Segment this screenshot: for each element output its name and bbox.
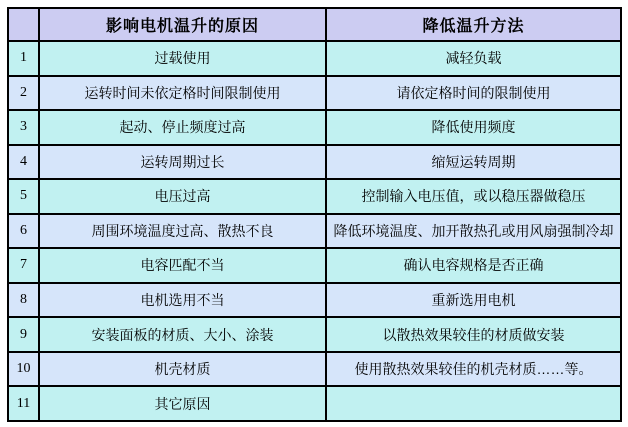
row-number: 8 bbox=[8, 283, 39, 318]
table-row bbox=[8, 317, 621, 352]
cause-cell: 电容匹配不当 bbox=[39, 248, 326, 283]
row-number: 10 bbox=[8, 352, 39, 387]
row-number: 4 bbox=[8, 145, 39, 180]
cause-cell: 电机选用不当 bbox=[39, 283, 326, 318]
table-row bbox=[8, 283, 621, 318]
method-cell: 降低使用频度 bbox=[326, 110, 621, 145]
method-cell: 确认电容规格是否正确 bbox=[326, 248, 621, 283]
row-number: 7 bbox=[8, 248, 39, 283]
table-row bbox=[8, 76, 621, 111]
table-row bbox=[8, 110, 621, 145]
method-cell: 以散热效果较佳的材质做安装 bbox=[326, 317, 621, 352]
table-header-row bbox=[8, 8, 621, 41]
table-row bbox=[8, 179, 621, 214]
cause-column-header: 影响电机温升的原因 bbox=[39, 8, 326, 41]
table-row bbox=[8, 386, 621, 421]
row-number: 3 bbox=[8, 110, 39, 145]
row-number: 9 bbox=[8, 317, 39, 352]
troubleshooting-table-container bbox=[7, 7, 622, 422]
method-cell: 使用散热效果较佳的机壳材质……等。 bbox=[326, 352, 621, 387]
method-cell: 请依定格时间的限制使用 bbox=[326, 76, 621, 111]
motor-temp-rise-table bbox=[7, 7, 622, 422]
row-number: 2 bbox=[8, 76, 39, 111]
method-column-header: 降低温升方法 bbox=[326, 8, 621, 41]
method-cell: 降低环境温度、加开散热孔或用风扇强制冷却 bbox=[326, 214, 621, 249]
method-cell bbox=[326, 386, 621, 421]
table-row bbox=[8, 248, 621, 283]
cause-cell: 电压过高 bbox=[39, 179, 326, 214]
method-cell: 缩短运转周期 bbox=[326, 145, 621, 180]
method-cell: 减轻负载 bbox=[326, 41, 621, 76]
table-row bbox=[8, 145, 621, 180]
cause-cell: 运转时间未依定格时间限制使用 bbox=[39, 76, 326, 111]
row-number: 11 bbox=[8, 386, 39, 421]
method-cell: 控制输入电压值，或以稳压器做稳压 bbox=[326, 179, 621, 214]
cause-cell: 安装面板的材质、大小、涂装 bbox=[39, 317, 326, 352]
table-row bbox=[8, 214, 621, 249]
table-row bbox=[8, 41, 621, 76]
cause-cell: 起动、停止频度过高 bbox=[39, 110, 326, 145]
table-row bbox=[8, 352, 621, 387]
row-number: 6 bbox=[8, 214, 39, 249]
cause-cell: 其它原因 bbox=[39, 386, 326, 421]
cause-cell: 运转周期过长 bbox=[39, 145, 326, 180]
method-cell: 重新选用电机 bbox=[326, 283, 621, 318]
cause-cell: 机壳材质 bbox=[39, 352, 326, 387]
row-number: 1 bbox=[8, 41, 39, 76]
cause-cell: 过载使用 bbox=[39, 41, 326, 76]
row-number: 5 bbox=[8, 179, 39, 214]
corner-cell bbox=[8, 8, 39, 41]
cause-cell: 周围环境温度过高、散热不良 bbox=[39, 214, 326, 249]
